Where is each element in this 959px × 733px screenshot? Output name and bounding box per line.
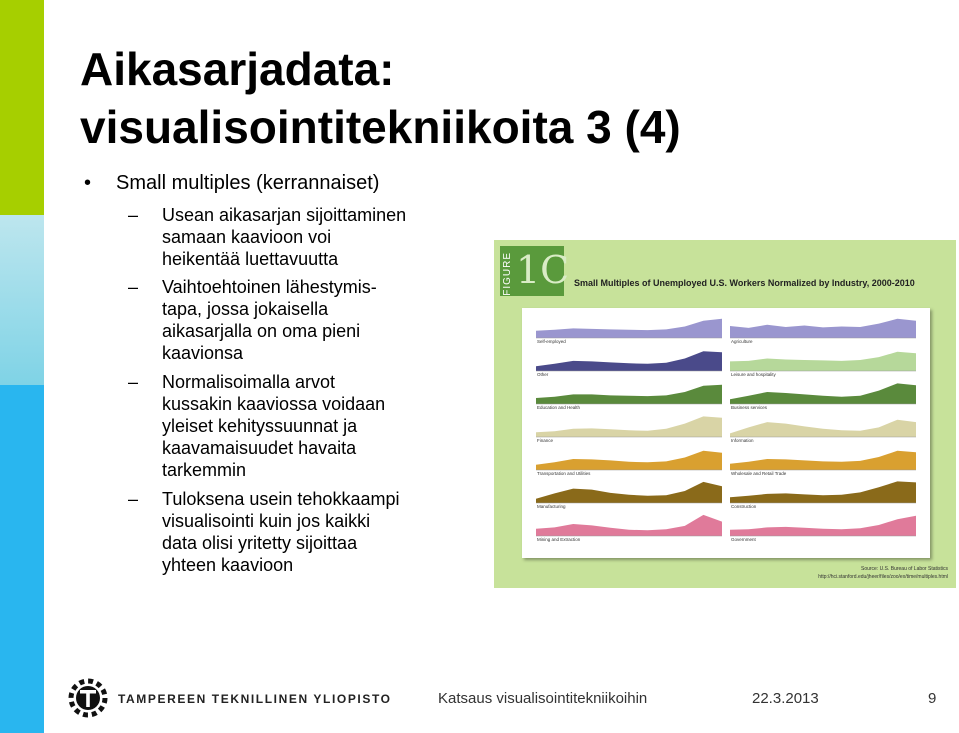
university-logo-icon <box>66 676 110 720</box>
subbullet-line: heikentää luettavuutta <box>162 249 339 269</box>
series-label: Construction <box>731 504 757 509</box>
area-government <box>730 516 916 536</box>
subbullet-line: data olisi yritetty sijoittaa <box>162 533 358 553</box>
area-other <box>536 351 722 371</box>
university-name: TAMPEREEN TEKNILLINEN YLIOPISTO <box>118 692 392 706</box>
bullet-dot-icon: • <box>84 172 92 194</box>
subbullet-line: Tuloksena usein tehokkaampi <box>162 489 400 509</box>
series-label: Other <box>537 372 549 377</box>
subbullet-line: yleiset kehityssuunnat ja <box>162 416 358 436</box>
series-label: Transportation and Utilities <box>537 471 591 476</box>
dash-icon: – <box>128 489 139 509</box>
series-label: Wholesale and Retail Trade <box>731 471 787 476</box>
subbullet-line: kussakin kaaviossa voidaan <box>162 394 386 414</box>
dash-icon: – <box>128 372 139 392</box>
bullet-item <box>84 172 379 195</box>
area-information <box>730 420 916 437</box>
figure-title: Small Multiples of Unemployed U.S. Workers Normalized by Industry, 2000-2010 <box>574 278 915 288</box>
area-agriculture <box>730 319 916 338</box>
subbullet-line: Vaihtoehtoinen lähestymis- <box>162 277 377 297</box>
subbullet-line: aikasarjalla on oma pieni <box>162 321 361 341</box>
figure-label-badge <box>500 246 570 296</box>
subbullet-line: samaan kaavioon voi <box>162 227 332 247</box>
slide-title <box>80 40 681 156</box>
figure-label-word: FIGURE <box>502 252 513 296</box>
subbullet-line: Usean aikasarjan sijoittaminen <box>162 205 407 225</box>
figure-label-number: 1C <box>516 248 570 292</box>
small-multiples-figure <box>494 240 956 588</box>
area-manufacturing <box>536 482 722 503</box>
subbullet-line: Normalisoimalla arvot <box>162 372 336 392</box>
slide-title-line-2: visualisointitekniikoita 3 (4) <box>80 101 681 153</box>
series-label: Finance <box>537 438 554 443</box>
small-multiples-chart <box>522 308 930 558</box>
series-label: Leisure and hospitality <box>731 372 776 377</box>
chart-panel <box>522 308 930 558</box>
figure-source: Source: U.S. Bureau of Labor Statistics <box>861 566 948 572</box>
dash-icon: – <box>128 205 139 225</box>
area-business-services <box>730 383 916 404</box>
subbullet-line: visualisointi kuin jos kaikki <box>162 511 371 531</box>
series-label: Government <box>731 537 756 542</box>
subbullet-line: kaavionsa <box>162 343 244 363</box>
subbullet-line: tarkemmin <box>162 460 247 480</box>
area-transportation-and-utilities <box>536 451 722 470</box>
subbullet-line: tapa, jossa jokaisella <box>162 299 329 319</box>
series-label: Mining and Extraction <box>537 537 581 542</box>
subbullet-line: yhteen kaavioon <box>162 555 294 575</box>
subbullet-text <box>162 204 482 270</box>
accent-stripe-blue <box>0 385 44 733</box>
area-leisure-and-hospitality <box>730 352 916 371</box>
subbullet-line: kaavamaisuudet havaita <box>162 438 357 458</box>
figure-source-url: http://hci.stanford.edu/jheer/files/zoo/ex/time/multiples.html <box>818 574 948 580</box>
series-label: Agriculture <box>731 339 753 344</box>
accent-stripe-light-blue <box>0 215 44 385</box>
subbullet-text <box>162 371 482 481</box>
series-label: Self-employed <box>537 339 566 344</box>
area-mining-and-extraction <box>536 515 722 536</box>
area-construction <box>730 481 916 503</box>
slide-title-line-1: Aikasarjadata: <box>80 43 395 95</box>
series-label: Business services <box>731 405 768 410</box>
subbullet-text <box>162 488 482 576</box>
series-label: Education and Health <box>537 405 581 410</box>
bullet-text: Small multiples (kerrannaiset) <box>116 172 380 194</box>
area-education-and-health <box>536 385 722 404</box>
subbullet-text <box>162 276 482 364</box>
dash-icon: – <box>128 277 139 297</box>
accent-stripe-green <box>0 0 44 215</box>
area-wholesale-and-retail-trade <box>730 451 916 470</box>
area-finance <box>536 416 722 437</box>
series-label: Manufacturing <box>537 504 566 509</box>
footer-date: 22.3.2013 <box>752 690 819 707</box>
footer-page-number: 9 <box>928 690 937 707</box>
footer-course: Katsaus visualisointitekniikoihin <box>438 690 648 707</box>
area-self-employed <box>536 319 722 338</box>
series-label: Information <box>731 438 754 443</box>
